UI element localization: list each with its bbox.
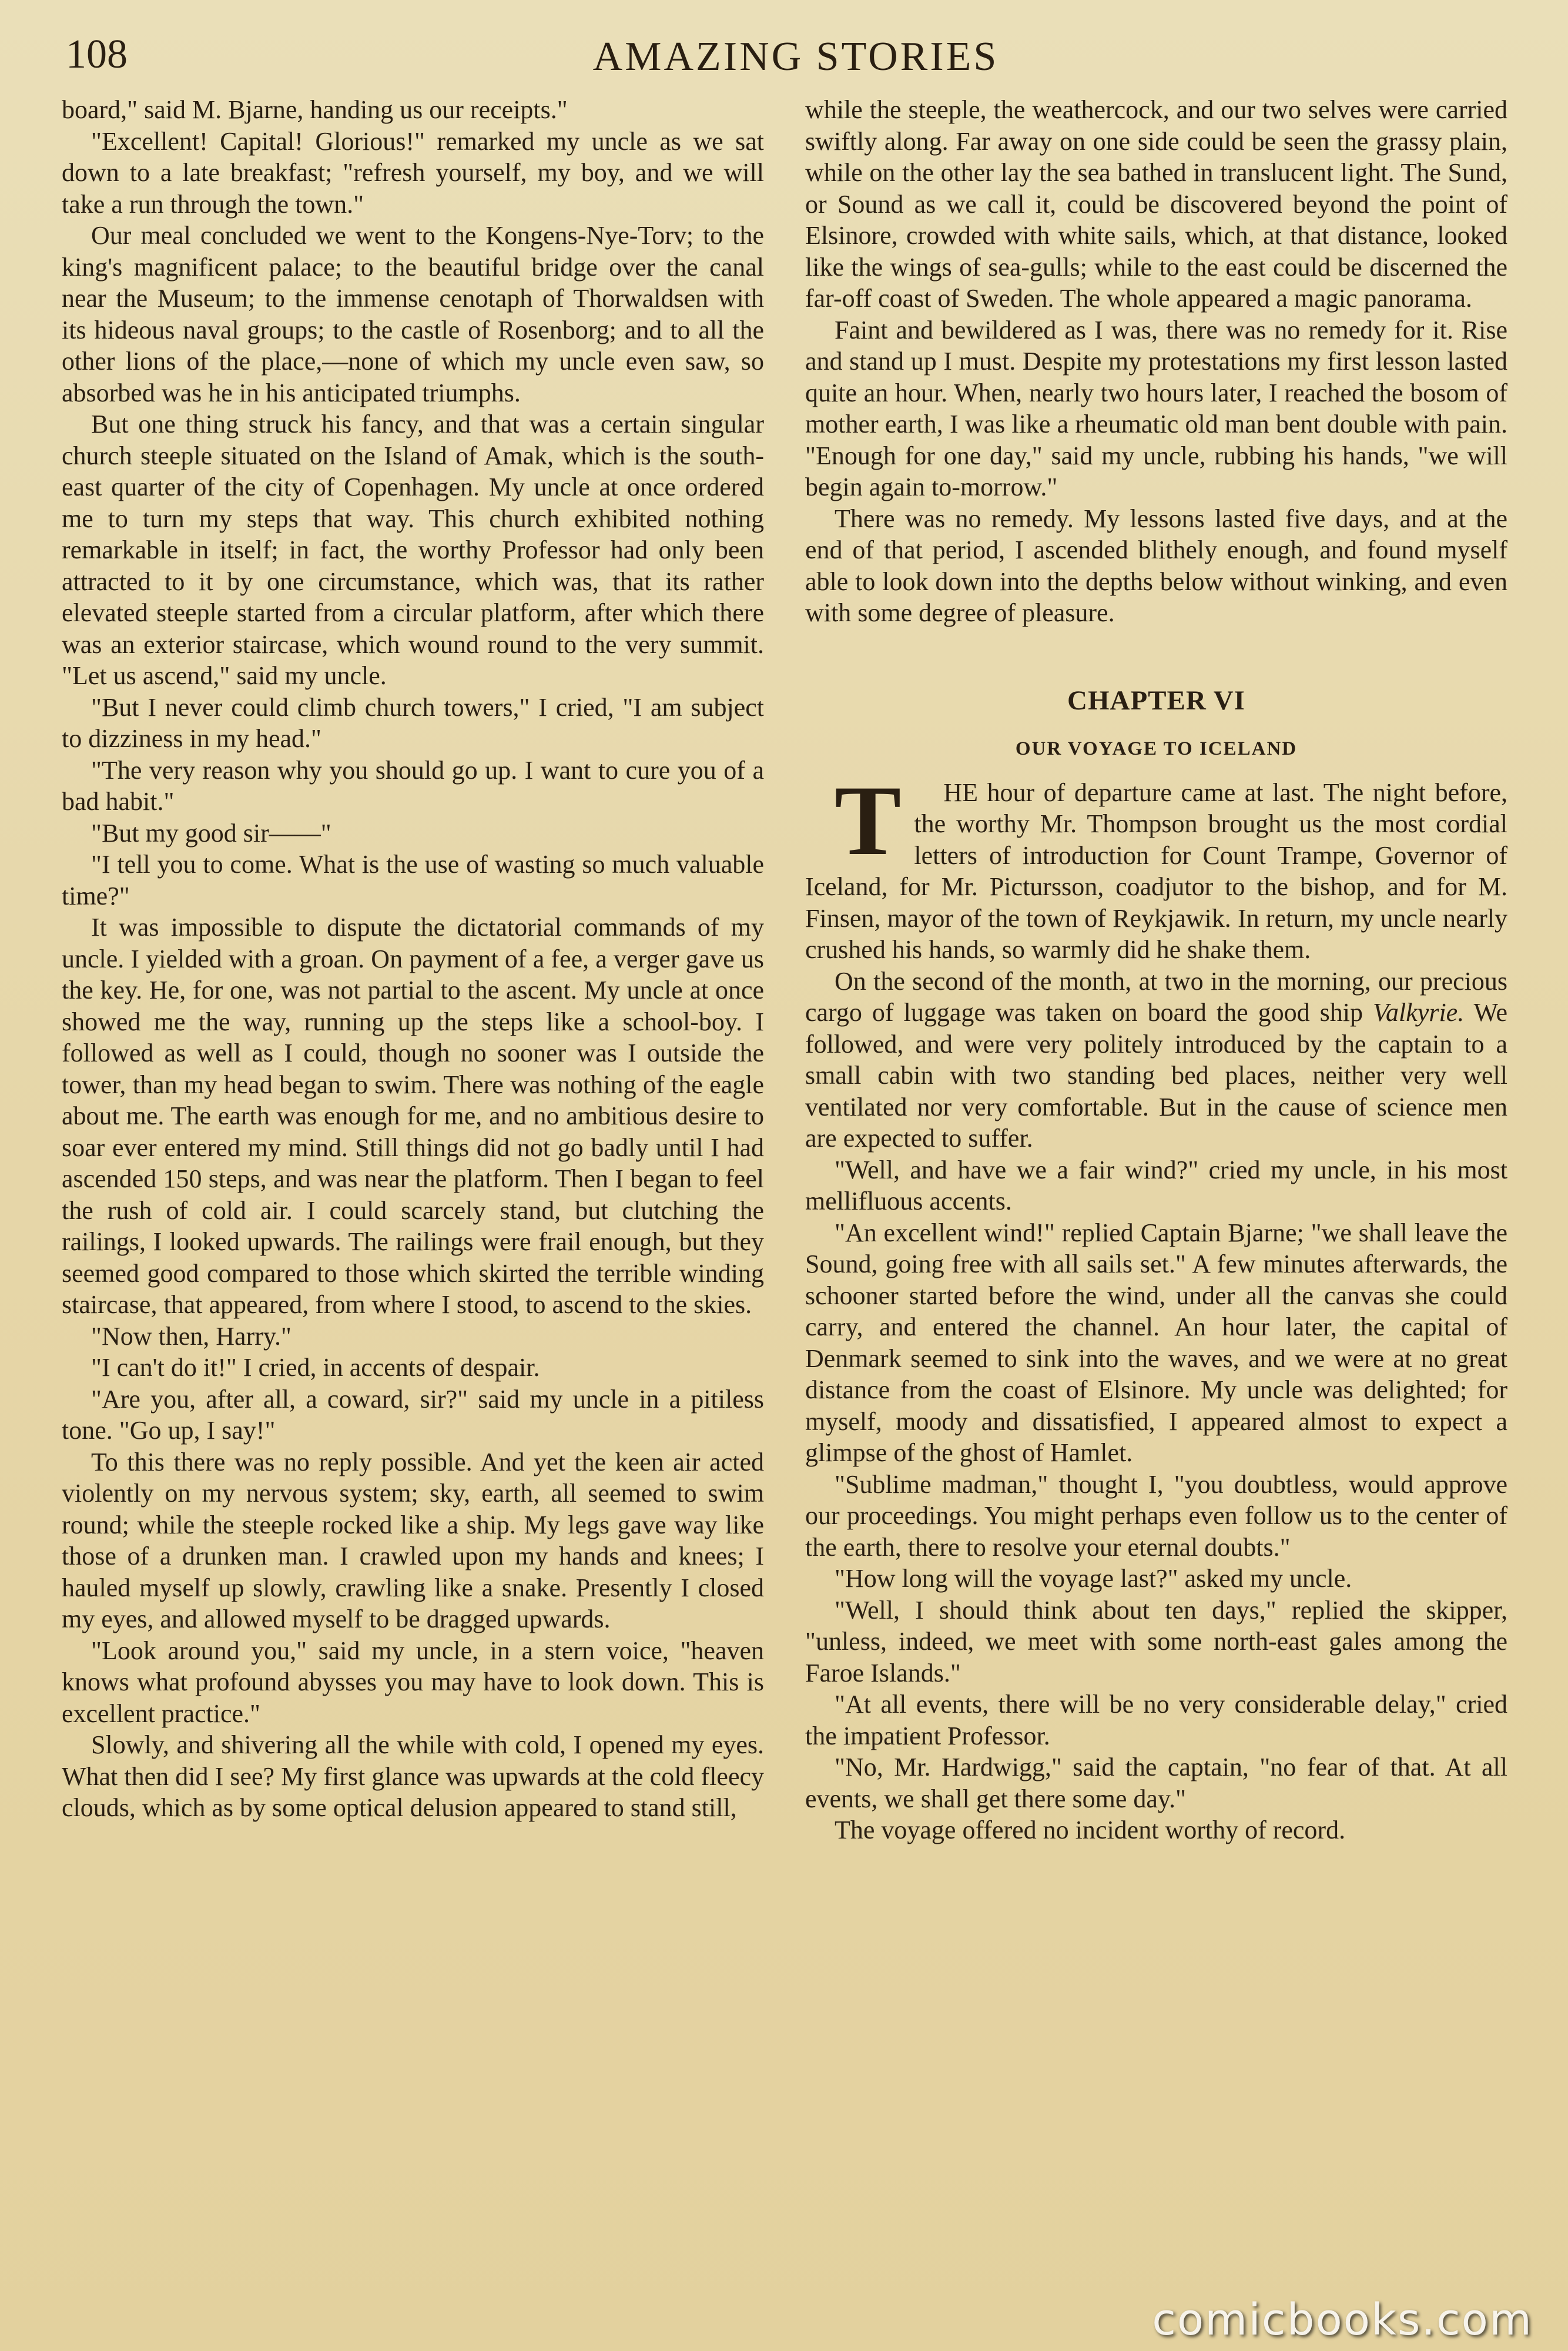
right-column: [805, 94, 1507, 1846]
left-column: [62, 94, 764, 1824]
paragraph: "But I never could climb church towers," I cried, "I am subject to dizziness in my head.": [62, 692, 764, 753]
paragraph: "I tell you to come. What is the use of wasting so much valuable time?": [62, 850, 764, 910]
paragraph: "I can't do it!" I cried, in accents of despair.: [91, 1353, 540, 1382]
chapter-title: CHAPTER VI: [1067, 685, 1245, 716]
paragraph: "Sublime madman," thought I, "you doubtless, would approve our proceedings. You might perhaps even follow us to the center of the earth, there to resolve your eternal doubts.": [805, 1469, 1507, 1562]
paragraph: "At all events, there will be no very considerable delay," cried the impatient Professor.: [805, 1690, 1507, 1750]
running-head: AMAZING STORIES: [592, 34, 999, 79]
opening-text: HE hour of departure came at last. The night before, the worthy Mr. Thompson brought us the most cordial letters of introduction for Count Trampe, Governor of Iceland, for Mr. Pictursson, coadjutor to the bishop, and for M. Finsen, mayor of the town of Reykjawik. In return, my uncle nearly crushed his hands, so warmly did he shake them.: [805, 778, 1507, 964]
paragraph: "Well, and have we a fair wind?" cried my uncle, in his most mellifluous accents.: [805, 1155, 1507, 1215]
paragraph-text: We followed, and were very politely introduced by the captain to a small cabin with two standing bed places, neither very well ventilated nor very comfortable. But in the cause of science men are expected to suffer.: [805, 998, 1507, 1153]
paragraph: Faint and bewildered as I was, there was no remedy for it. Rise and stand up I must. Despite my protestations my first lesson lasted quite an hour. When, nearly two hours later, I reached the bosom of mother earth, I was like a rheumatic old man bent double with pain. "Enough for one day," said my uncle, rubbing his hands, "we will begin again to-morrow.": [805, 315, 1507, 501]
paragraph: But one thing struck his fancy, and that was a certain singular church steeple situated on the Island of Amak, which is the south-east quarter of the city of Copenhagen. My uncle at once ordered me to turn my steps that way. This church exhibited nothing remarkable in itself; in fact, the worthy Professor had only been attracted to it by one circumstance, which was, that its rather elevated steeple started from a circular platform, after which there was an exterior staircase, which wound round to the very summit. "Let us ascend," said my uncle.: [62, 410, 764, 690]
page-number: 108: [66, 32, 128, 77]
paragraph: "No, Mr. Hardwigg," said the captain, "no fear of that. At all events, we shall get there some day.": [805, 1753, 1507, 1813]
paragraph: [805, 966, 1507, 1154]
paragraph: The voyage offered no incident worthy of record.: [835, 1816, 1346, 1844]
paragraph: Our meal concluded we went to the Kongens-Nye-Torv; to the king's magnificent palace; to the beautiful bridge over the canal near the Museum; to the immense cenotaph of Thorwaldsen with its hideous naval groups; to the castle of Rosenborg; and to all the other lions of the place,—none of which my uncle even saw, so absorbed was he in his anticipated triumphs.: [62, 221, 764, 407]
paragraph: Slowly, and shivering all the while with cold, I opened my eyes. What then did I see? My first glance was upwards at the cold fleecy clouds, which as by some optical delusion appeared to stand still,: [62, 1730, 764, 1822]
paragraph: "Now then, Harry.": [91, 1321, 292, 1351]
paragraph: "The very reason why you should go up. I want to cure you of a bad habit.": [62, 755, 764, 816]
paragraph: "Well, I should think about ten days," replied the skipper, "unless, indeed, we meet with some north-east gales among the Faroe Islands.": [805, 1595, 1507, 1687]
paragraph: "An excellent wind!" replied Captain Bjarne; "we shall leave the Sound, going free with all sails set." A few minutes afterwards, the schooner started before the wind, under all the canvas she could carry, and entered the channel. An hour later, the capital of Denmark seemed to sink into the waves, and we were at no great distance from the coast of Elsinore. My uncle was delighted; for myself, moody and dissatisfied, I appeared almost to expect a glimpse of the ghost of Hamlet.: [805, 1218, 1507, 1467]
chapter-subtitle: OUR VOYAGE TO ICELAND: [1015, 738, 1298, 759]
paragraph: To this there was no reply possible. And yet the keen air acted violently on my nervous system; sky, earth, all seemed to swim round; while the steeple rocked like a ship. My legs gave way like those of a drunken man. I crawled upon my hands and knees; I hauled myself up slowly, crawling like a snake. Presently I closed my eyes, and allowed myself to be dragged upwards.: [62, 1447, 764, 1633]
paragraph: "How long will the voyage last?" asked my uncle.: [835, 1564, 1352, 1593]
ship-name: Valkyrie.: [1373, 998, 1465, 1027]
paragraph: There was no remedy. My lessons lasted five days, and at the end of that period, I ascended blithely enough, and found myself able to look down into the depths below without winking, and even with some degree of pleasure.: [805, 504, 1507, 627]
paragraph: It was impossible to dispute the dictatorial commands of my uncle. I yielded with a groan. On payment of a fee, a verger gave us the key. He, for one, was not partial to the ascent. My uncle at once showed me the way, running up the steps like a school-boy. I followed as well as I could, though no sooner was I outside the tower, than my head began to swim. There was nothing of the eagle about me. The earth was enough for me, and no ambitious desire to soar ever entered my mind. Still things did not go badly until I had ascended 150 steps, and was near the platform. Then I began to feel the rush of cold air. I could scarcely stand, but clutching the railings, I looked upwards. The railings were frail enough, but they seemed good compared to those which skirted the terrible winding staircase, that appeared, from where I stood, to ascend to the skies.: [62, 913, 764, 1319]
paragraph: "Look around you," said my uncle, in a stern voice, "heaven knows what profound abysses you may have to look down. This is excellent practice.": [62, 1636, 764, 1728]
chapter-opening-paragraph: [805, 765, 1507, 966]
paragraph: board," said M. Bjarne, handing us our receipts.": [62, 95, 568, 124]
paragraph: "Excellent! Capital! Glorious!" remarked my uncle as we sat down to a late breakfast; "refresh yourself, my boy, and we will take a run through the town.": [62, 126, 764, 219]
drop-cap: T: [835, 765, 902, 876]
paragraph: "Are you, after all, a coward, sir?" said my uncle in a pitiless tone. "Go up, I say!": [62, 1384, 764, 1445]
site-watermark: comicbooks.com: [1152, 2295, 1533, 2345]
paragraph-text: On the second of the month, at two in the morning, our precious cargo of luggage was taken on board the good ship: [805, 966, 1507, 1027]
paragraph: while the steeple, the weathercock, and our two selves were carried swiftly along. Far away on one side could be seen the grassy plain, while on the other lay the sea bathed in translucent light. The Sund, or Sound as we call it, could be discovered beyond the point of Elsinore, crowded with white sails, which, at that distance, looked like the wings of sea-gulls; while to the east could be discerned the far-off coast of Sweden. The whole appeared a magic panorama.: [805, 95, 1507, 313]
paragraph: "But my good sir——": [91, 818, 331, 848]
